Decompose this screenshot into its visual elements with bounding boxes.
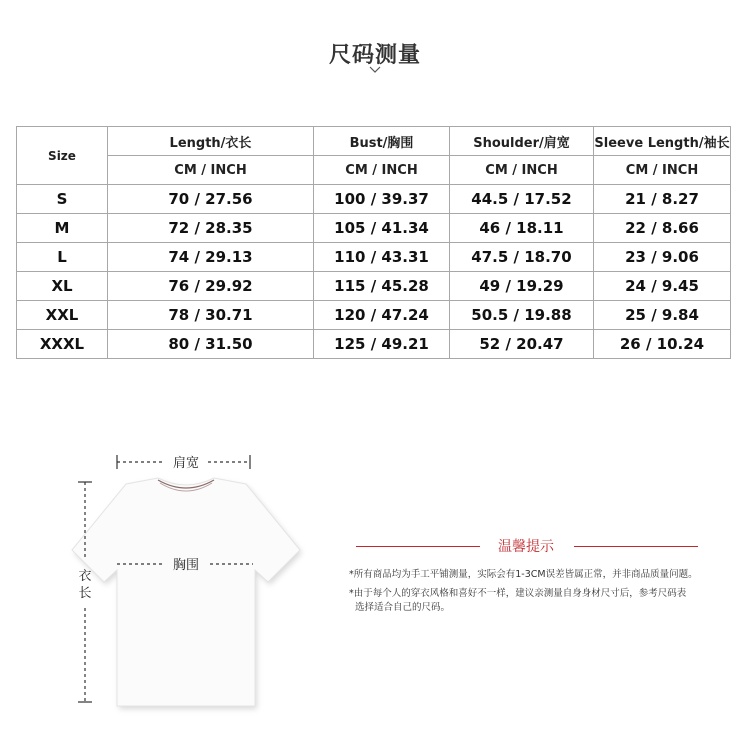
table-row [17, 214, 731, 243]
value-cell: 74 / 29.13 [108, 243, 314, 272]
value-cell: 24 / 9.45 [594, 272, 731, 301]
size-cell: L [17, 243, 108, 272]
value-cell: 80 / 31.50 [108, 330, 314, 359]
value-cell: 21 / 8.27 [594, 185, 731, 214]
tshirt-icon [72, 478, 302, 709]
value-cell: 110 / 43.31 [314, 243, 450, 272]
size-header: Size [17, 127, 108, 185]
column-header: Length/衣长 [108, 127, 314, 156]
table-row [17, 301, 731, 330]
notice-line-3: 选择适合自己的尺码。 [355, 602, 451, 613]
table-header-row [17, 127, 731, 156]
value-cell: 120 / 47.24 [314, 301, 450, 330]
size-cell: XXXL [17, 330, 108, 359]
tshirt-measurement-diagram [0, 440, 330, 740]
table-row [17, 272, 731, 301]
size-chart-table [16, 126, 731, 359]
table-row [17, 185, 731, 214]
value-cell: 50.5 / 19.88 [450, 301, 594, 330]
value-cell: 46 / 18.11 [450, 214, 594, 243]
table-row [17, 330, 731, 359]
notice-line-2: *由于每个人的穿衣风格和喜好不一样，建议亲测量自身身材尺寸后，参考尺码表 [349, 588, 687, 599]
value-cell: 26 / 10.24 [594, 330, 731, 359]
value-cell: 105 / 41.34 [314, 214, 450, 243]
notice-title: 温馨提示 [498, 539, 554, 555]
value-cell: 78 / 30.71 [108, 301, 314, 330]
page-title: 尺码测量 [328, 43, 421, 68]
shoulder-label: 肩宽 [172, 456, 200, 471]
value-cell: 72 / 28.35 [108, 214, 314, 243]
value-cell: 44.5 / 17.52 [450, 185, 594, 214]
value-cell: 52 / 20.47 [450, 330, 594, 359]
length-label-1: 衣 [78, 569, 92, 584]
column-header: Bust/胸围 [314, 127, 450, 156]
value-cell: 47.5 / 18.70 [450, 243, 594, 272]
value-cell: 22 / 8.66 [594, 214, 731, 243]
value-cell: 49 / 19.29 [450, 272, 594, 301]
value-cell: 70 / 27.56 [108, 185, 314, 214]
table-row [17, 243, 731, 272]
length-label-2: 长 [78, 586, 92, 601]
bust-label: 胸围 [172, 558, 200, 573]
size-cell: XXL [17, 301, 108, 330]
column-header: Shoulder/肩宽 [450, 127, 594, 156]
value-cell: 25 / 9.84 [594, 301, 731, 330]
size-cell: M [17, 214, 108, 243]
units-row [17, 156, 731, 185]
value-cell: 100 / 39.37 [314, 185, 450, 214]
size-cell: XL [17, 272, 108, 301]
value-cell: 125 / 49.21 [314, 330, 450, 359]
unit-cell: CM / INCH [594, 156, 731, 185]
unit-cell: CM / INCH [450, 156, 594, 185]
column-header: Sleeve Length/袖长 [594, 127, 731, 156]
value-cell: 76 / 29.92 [108, 272, 314, 301]
chevron-down-icon [369, 66, 381, 74]
notice-line-1: *所有商品均为手工平铺测量，实际会有1-3CM误差皆属正常，并非商品质量问题。 [349, 569, 698, 580]
notice-divider-right [574, 546, 698, 547]
unit-cell: CM / INCH [314, 156, 450, 185]
value-cell: 115 / 45.28 [314, 272, 450, 301]
size-cell: S [17, 185, 108, 214]
unit-cell: CM / INCH [108, 156, 314, 185]
value-cell: 23 / 9.06 [594, 243, 731, 272]
